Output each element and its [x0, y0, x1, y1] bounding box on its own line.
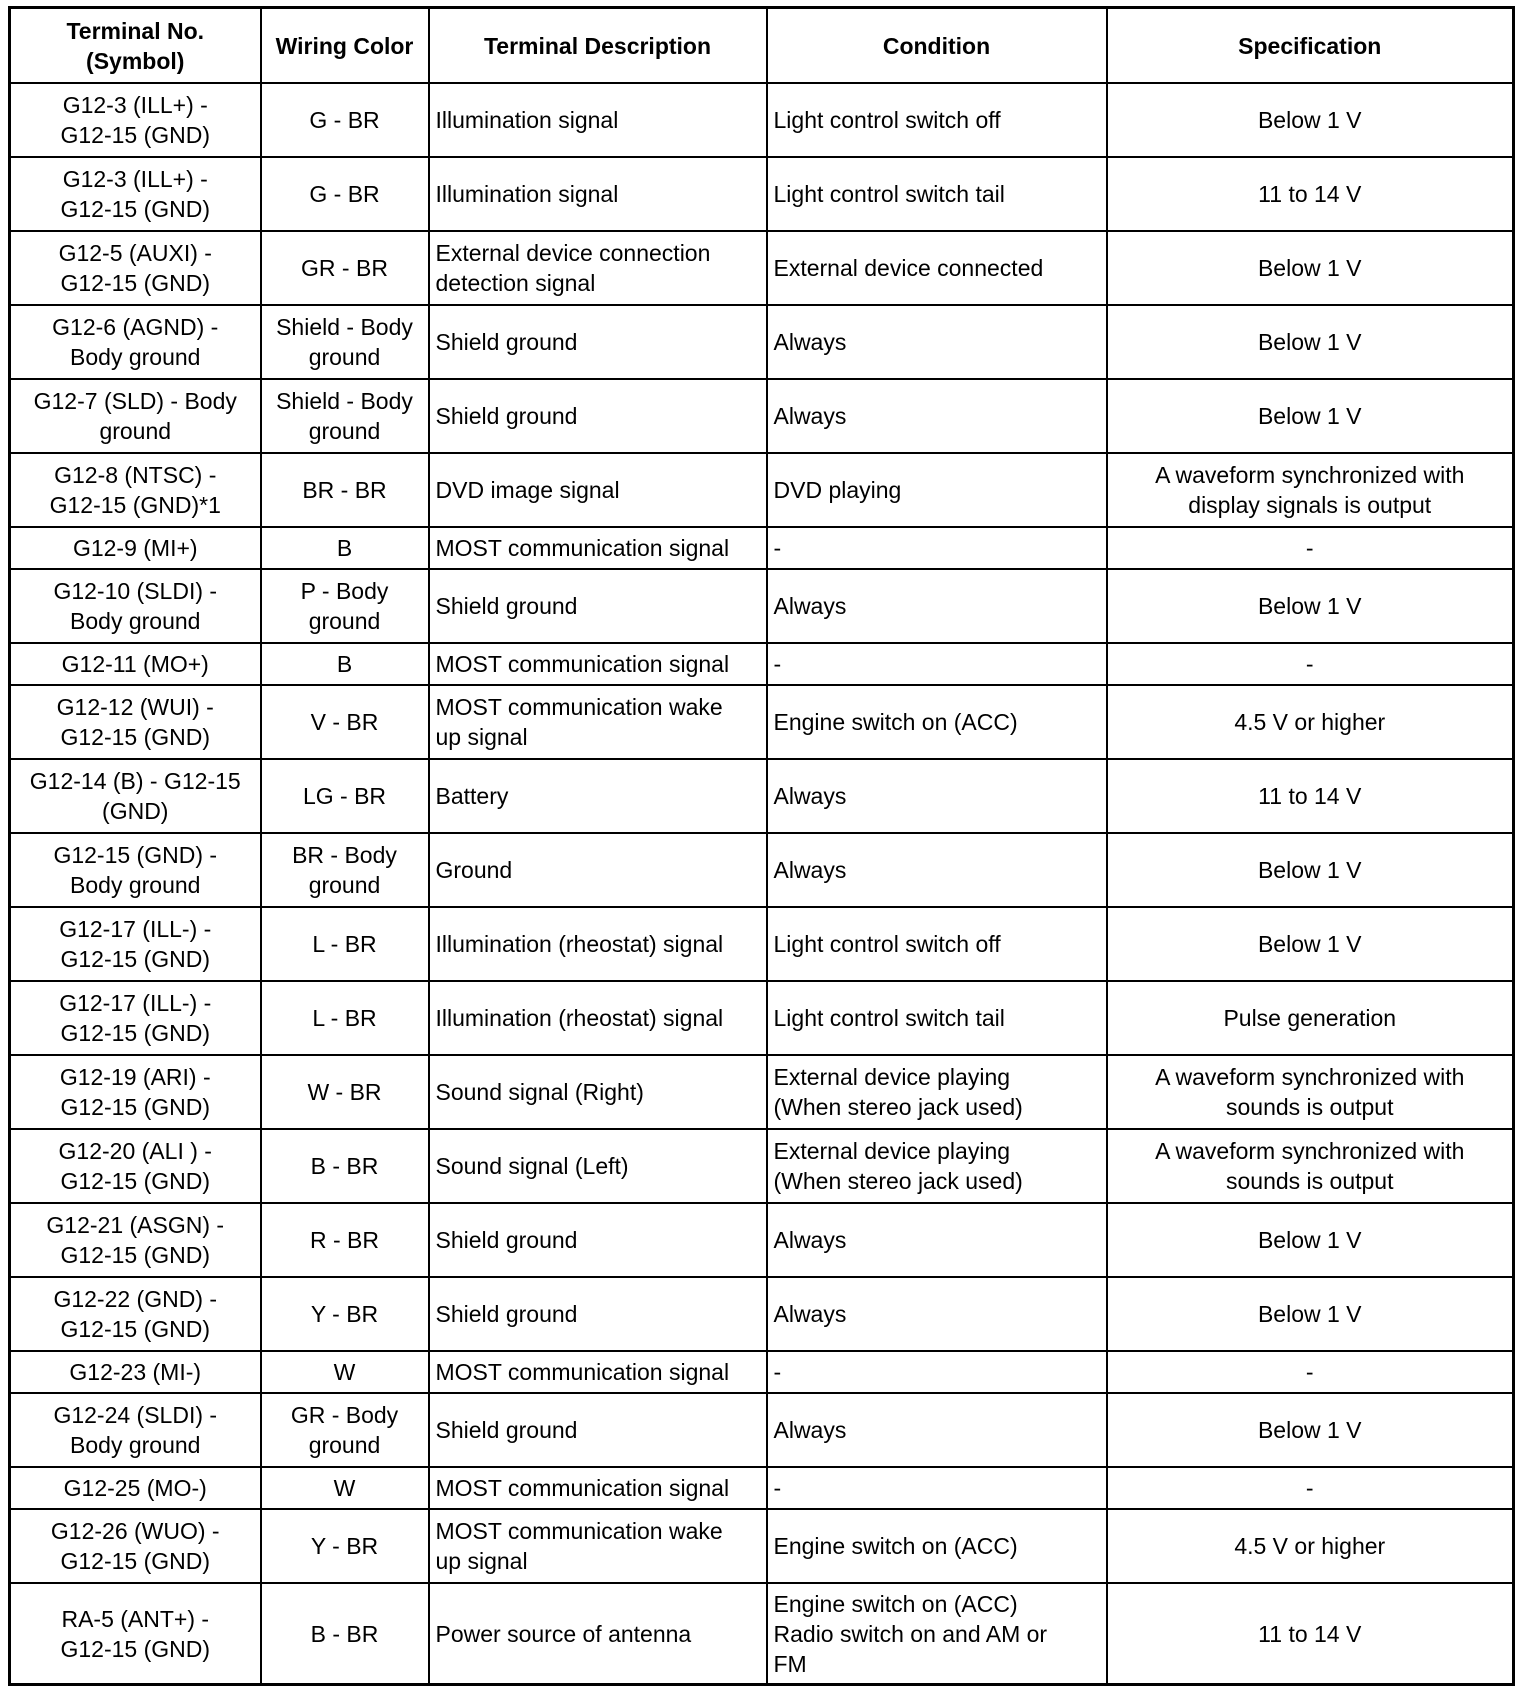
specification-cell: - [1107, 643, 1514, 685]
condition-cell: External device playing (When stereo jack used) [767, 1129, 1107, 1203]
description-cell: Sound signal (Left) [429, 1129, 767, 1203]
wiring-color-cell: B - BR [261, 1129, 429, 1203]
description-cell: Shield ground [429, 1393, 767, 1467]
specification-cell: A waveform synchronized with sounds is output [1107, 1055, 1514, 1129]
wiring-color-cell: V - BR [261, 685, 429, 759]
wiring-color-cell: Y - BR [261, 1277, 429, 1351]
terminal-cell: G12-3 (ILL+) - G12-15 (GND) [10, 83, 261, 157]
header-condition: Condition [767, 8, 1107, 84]
table-row [10, 83, 1514, 157]
terminal-cell: G12-17 (ILL-) - G12-15 (GND) [10, 981, 261, 1055]
header-specification: Specification [1107, 8, 1514, 84]
table-row [10, 1277, 1514, 1351]
specification-cell: A waveform synchronized with sounds is output [1107, 1129, 1514, 1203]
description-cell: MOST communication wake up signal [429, 1509, 767, 1583]
condition-cell: Light control switch off [767, 907, 1107, 981]
table-header-row [10, 8, 1514, 84]
wiring-color-cell: W [261, 1467, 429, 1509]
description-cell: Shield ground [429, 379, 767, 453]
wiring-color-cell: GR - BR [261, 231, 429, 305]
terminal-cell: G12-6 (AGND) - Body ground [10, 305, 261, 379]
header-terminal-no [10, 8, 261, 84]
wiring-color-cell: Shield - Body ground [261, 379, 429, 453]
specification-cell: - [1107, 1467, 1514, 1509]
specification-cell: 4.5 V or higher [1107, 685, 1514, 759]
condition-cell: Always [767, 759, 1107, 833]
specification-cell: Below 1 V [1107, 1277, 1514, 1351]
description-cell: Shield ground [429, 1203, 767, 1277]
description-cell: Shield ground [429, 1277, 767, 1351]
wiring-color-cell: P - Body ground [261, 569, 429, 643]
wiring-color-cell: R - BR [261, 1203, 429, 1277]
wiring-color-cell: W [261, 1351, 429, 1393]
table-row [10, 305, 1514, 379]
table-row [10, 379, 1514, 453]
terminal-cell: G12-22 (GND) - G12-15 (GND) [10, 1277, 261, 1351]
condition-cell: External device playing (When stereo jack used) [767, 1055, 1107, 1129]
terminal-cell: G12-19 (ARI) - G12-15 (GND) [10, 1055, 261, 1129]
condition-cell: Light control switch off [767, 83, 1107, 157]
table-row [10, 1393, 1514, 1467]
description-cell: External device connection detection signal [429, 231, 767, 305]
terminal-cell: G12-24 (SLDI) - Body ground [10, 1393, 261, 1467]
specification-cell: 11 to 14 V [1107, 1583, 1514, 1685]
table-row [10, 1509, 1514, 1583]
description-cell: Shield ground [429, 569, 767, 643]
header-wiring-color: Wiring Color [261, 8, 429, 84]
table-row [10, 453, 1514, 527]
terminal-cell: G12-11 (MO+) [10, 643, 261, 685]
wiring-color-cell: BR - Body ground [261, 833, 429, 907]
terminal-cell: G12-21 (ASGN) - G12-15 (GND) [10, 1203, 261, 1277]
terminal-cell: G12-12 (WUI) - G12-15 (GND) [10, 685, 261, 759]
terminal-cell: G12-26 (WUO) - G12-15 (GND) [10, 1509, 261, 1583]
wiring-color-cell: G - BR [261, 157, 429, 231]
condition-cell: Always [767, 1393, 1107, 1467]
table-row [10, 231, 1514, 305]
wiring-color-cell: B [261, 643, 429, 685]
specification-cell: Pulse generation [1107, 981, 1514, 1055]
terminal-cell: G12-20 (ALI ) - G12-15 (GND) [10, 1129, 261, 1203]
condition-cell: Always [767, 1203, 1107, 1277]
table-row [10, 157, 1514, 231]
table-row [10, 1583, 1514, 1685]
terminal-spec-table [8, 6, 1515, 1686]
terminal-cell: G12-14 (B) - G12-15 (GND) [10, 759, 261, 833]
wiring-color-cell: BR - BR [261, 453, 429, 527]
description-cell: Illumination (rheostat) signal [429, 981, 767, 1055]
condition-cell: Always [767, 1277, 1107, 1351]
terminal-cell: G12-5 (AUXI) - G12-15 (GND) [10, 231, 261, 305]
specification-cell: Below 1 V [1107, 833, 1514, 907]
condition-cell: DVD playing [767, 453, 1107, 527]
terminal-cell: G12-9 (MI+) [10, 527, 261, 569]
header-terminal-no-line2: (Symbol) [86, 47, 185, 74]
condition-cell: External device connected [767, 231, 1107, 305]
condition-cell: Always [767, 569, 1107, 643]
condition-cell: Always [767, 833, 1107, 907]
header-terminal-no-line1: Terminal No. [66, 17, 205, 44]
specification-cell: Below 1 V [1107, 907, 1514, 981]
specification-cell: Below 1 V [1107, 569, 1514, 643]
description-cell: Power source of antenna [429, 1583, 767, 1685]
specification-cell: 11 to 14 V [1107, 759, 1514, 833]
specification-cell: Below 1 V [1107, 1393, 1514, 1467]
condition-cell: Engine switch on (ACC) [767, 685, 1107, 759]
specification-cell: - [1107, 1351, 1514, 1393]
terminal-cell: G12-3 (ILL+) - G12-15 (GND) [10, 157, 261, 231]
terminal-cell: G12-10 (SLDI) - Body ground [10, 569, 261, 643]
condition-cell: - [767, 1351, 1107, 1393]
header-terminal-description: Terminal Description [429, 8, 767, 84]
wiring-color-cell: L - BR [261, 907, 429, 981]
table-row [10, 569, 1514, 643]
specification-cell: A waveform synchronized with display signals is output [1107, 453, 1514, 527]
wiring-color-cell: B - BR [261, 1583, 429, 1685]
description-cell: Shield ground [429, 305, 767, 379]
terminal-cell: G12-15 (GND) - Body ground [10, 833, 261, 907]
condition-cell: - [767, 527, 1107, 569]
terminal-cell: G12-8 (NTSC) - G12-15 (GND)*1 [10, 453, 261, 527]
terminal-cell: G12-7 (SLD) - Body ground [10, 379, 261, 453]
description-cell: MOST communication wake up signal [429, 685, 767, 759]
table-row [10, 981, 1514, 1055]
condition-cell: Light control switch tail [767, 157, 1107, 231]
table-row [10, 685, 1514, 759]
wiring-color-cell: W - BR [261, 1055, 429, 1129]
wiring-color-cell: B [261, 527, 429, 569]
specification-cell: - [1107, 527, 1514, 569]
condition-cell: Engine switch on (ACC) [767, 1509, 1107, 1583]
table-row [10, 759, 1514, 833]
table-row [10, 1203, 1514, 1277]
condition-cell: - [767, 1467, 1107, 1509]
description-cell: Battery [429, 759, 767, 833]
terminal-cell: G12-17 (ILL-) - G12-15 (GND) [10, 907, 261, 981]
specification-cell: Below 1 V [1107, 231, 1514, 305]
wiring-color-cell: Shield - Body ground [261, 305, 429, 379]
specification-cell: Below 1 V [1107, 83, 1514, 157]
terminal-cell: G12-25 (MO-) [10, 1467, 261, 1509]
terminal-cell: RA-5 (ANT+) - G12-15 (GND) [10, 1583, 261, 1685]
table-row [10, 1351, 1514, 1393]
terminal-cell: G12-23 (MI-) [10, 1351, 261, 1393]
table-row [10, 643, 1514, 685]
description-cell: Sound signal (Right) [429, 1055, 767, 1129]
table-body [10, 83, 1514, 1685]
table-row [10, 1055, 1514, 1129]
condition-cell: Always [767, 379, 1107, 453]
wiring-color-cell: G - BR [261, 83, 429, 157]
table-row [10, 833, 1514, 907]
specification-cell: 4.5 V or higher [1107, 1509, 1514, 1583]
wiring-color-cell: LG - BR [261, 759, 429, 833]
description-cell: Illumination (rheostat) signal [429, 907, 767, 981]
wiring-color-cell: L - BR [261, 981, 429, 1055]
description-cell: MOST communication signal [429, 643, 767, 685]
description-cell: MOST communication signal [429, 1351, 767, 1393]
condition-cell: Light control switch tail [767, 981, 1107, 1055]
description-cell: MOST communication signal [429, 1467, 767, 1509]
description-cell: Illumination signal [429, 83, 767, 157]
condition-cell: - [767, 643, 1107, 685]
wiring-color-cell: Y - BR [261, 1509, 429, 1583]
table-row [10, 1129, 1514, 1203]
specification-cell: Below 1 V [1107, 1203, 1514, 1277]
description-cell: Illumination signal [429, 157, 767, 231]
wiring-color-cell: GR - Body ground [261, 1393, 429, 1467]
specification-cell: Below 1 V [1107, 379, 1514, 453]
description-cell: Ground [429, 833, 767, 907]
condition-cell: Engine switch on (ACC) Radio switch on and AM or FM [767, 1583, 1107, 1685]
table-row [10, 907, 1514, 981]
specification-cell: 11 to 14 V [1107, 157, 1514, 231]
description-cell: MOST communication signal [429, 527, 767, 569]
table-row [10, 527, 1514, 569]
table-row [10, 1467, 1514, 1509]
description-cell: DVD image signal [429, 453, 767, 527]
specification-cell: Below 1 V [1107, 305, 1514, 379]
condition-cell: Always [767, 305, 1107, 379]
